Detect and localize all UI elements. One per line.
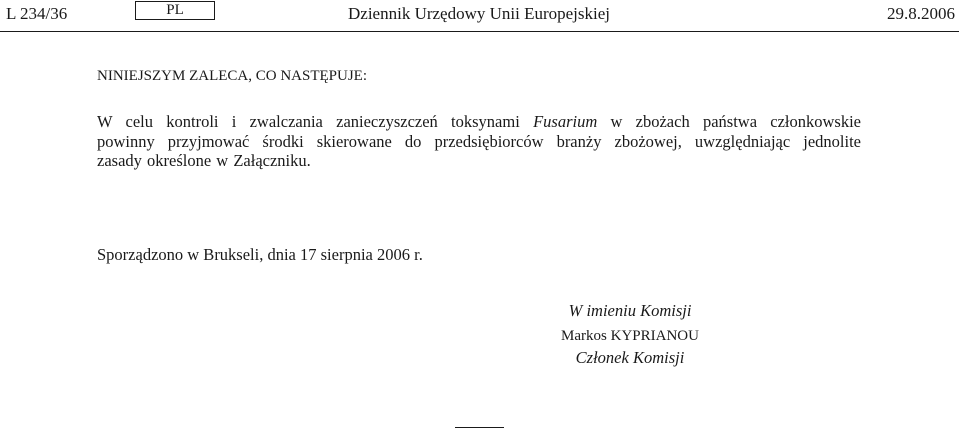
- signature-block: [540, 300, 720, 369]
- publication-date: 29.8.2006: [887, 4, 955, 23]
- body-line-1-start: W celu kontroli i zwalczania zanieczyszczeń toksynami: [97, 112, 534, 131]
- header-rule: [0, 31, 959, 32]
- page-header: [0, 0, 959, 32]
- body-line-3: zasady określone w Załączniku.: [97, 151, 311, 170]
- end-of-document-rule: [455, 427, 504, 428]
- page-number: L 234/36: [6, 4, 68, 23]
- signature-on-behalf: W imieniu Komisji: [568, 301, 692, 320]
- signatory-role: Członek Komisji: [575, 348, 685, 367]
- signatory-name: Markos KYPRIANOU: [561, 328, 699, 344]
- journal-title: Dziennik Urzędowy Unii Europejskiej: [348, 4, 611, 23]
- language-code-box: PL: [135, 1, 215, 20]
- body-line-1-italic: Fusarium: [533, 112, 598, 131]
- body-paragraph: [97, 112, 861, 171]
- body-line-1-end: w zbożach państwa członkowskie: [597, 112, 861, 131]
- body-line-1: [97, 112, 861, 132]
- done-at-statement: Sporządzono w Brukseli, dnia 17 sierpnia 2006 r.: [97, 245, 423, 264]
- decision-heading: NINIEJSZYM ZALECA, CO NASTĘPUJE:: [97, 68, 367, 84]
- body-line-2: powinny przyjmować środki skierowane do przedsiębiorców branży zbożowej, uwzględniając jednolite: [97, 131, 861, 151]
